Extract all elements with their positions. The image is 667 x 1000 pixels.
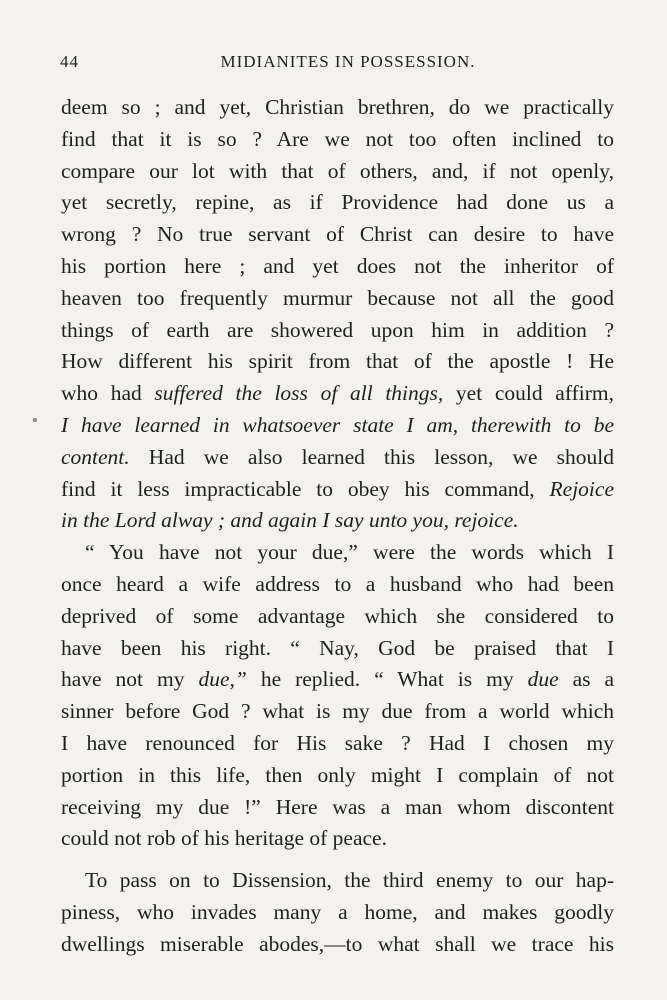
italic-quote: I have learned in whatsoever state I am, therewith to be	[61, 412, 614, 437]
text-line: deprived of some advantage which she considered to	[61, 603, 614, 628]
text-line: compare our lot with that of others, and, if not openly,	[61, 158, 614, 183]
text-line: wrong ? No true servant of Christ can desire to have	[61, 222, 614, 247]
italic-word: due,”	[198, 667, 247, 692]
text-line: have been his right. “ Nay, God be praised that I	[61, 635, 614, 660]
italic-quote: in the Lord alway ; and again I say unto you, rejoice.	[61, 508, 519, 533]
text-line	[61, 442, 614, 474]
text-line: sinner before God ? what is my due from a world which	[61, 699, 614, 724]
text-line: yet secretly, repine, as if Providence had done us a	[61, 190, 614, 215]
body-text	[61, 92, 614, 961]
text-line: his portion here ; and yet does not the inheritor of	[61, 253, 614, 278]
paragraph-2	[61, 537, 614, 855]
text-run: who had	[61, 381, 155, 406]
text-line	[61, 474, 614, 506]
running-head	[60, 52, 612, 74]
text-line: deem so ; and yet, Christian brethren, do we practically	[61, 95, 614, 119]
paragraph-gap	[61, 855, 614, 865]
margin-speck	[33, 418, 37, 422]
italic-quote: Rejoice	[549, 476, 614, 501]
text-line	[61, 505, 614, 537]
italic-word: due	[527, 667, 559, 692]
text-line: could not rob of his heritage of peace.	[61, 826, 387, 851]
text-line	[61, 410, 614, 442]
paragraph-1	[61, 92, 614, 537]
text-line: heaven too frequently murmur because not all the good	[61, 285, 614, 310]
paragraph-3	[61, 865, 614, 960]
text-line: dwellings miserable abodes,—to what shall we trace his	[61, 931, 614, 956]
text-run: Had we also learned this lesson, we should	[129, 444, 614, 469]
italic-quote: content.	[61, 444, 130, 469]
italic-quote: suffered the loss of all things,	[154, 381, 444, 406]
text-line	[61, 378, 614, 410]
text-line	[61, 664, 614, 696]
text-line: receiving my due !” Here was a man whom discontent	[61, 794, 614, 819]
running-title: MIDIANITES IN POSSESSION.	[220, 52, 476, 71]
text-line: How different his spirit from that of the apostle ! He	[61, 349, 614, 374]
text-line: piness, who invades many a home, and makes goodly	[61, 899, 614, 924]
text-run: have not my	[61, 667, 199, 692]
text-line: portion in this life, then only might I complain of not	[61, 762, 614, 787]
text-line: I have renounced for His sake ? Had I chosen my	[61, 730, 614, 755]
text-line: once heard a wife address to a husband who had been	[61, 571, 614, 596]
text-line: find that it is so ? Are we not too often inclined to	[61, 126, 614, 151]
text-line: “ You have not your due,” were the words which I	[85, 540, 614, 565]
text-line: things of earth are showered upon him in addition ?	[61, 317, 614, 342]
text-run: as a	[558, 667, 614, 692]
page-number: 44	[60, 52, 79, 71]
text-run: yet could affirm,	[443, 381, 614, 406]
text-run: find it less impracticable to obey his command,	[61, 476, 550, 501]
text-line: To pass on to Dissension, the third enemy to our hap-	[85, 868, 614, 893]
text-run: he replied. “ What is my	[246, 667, 528, 692]
